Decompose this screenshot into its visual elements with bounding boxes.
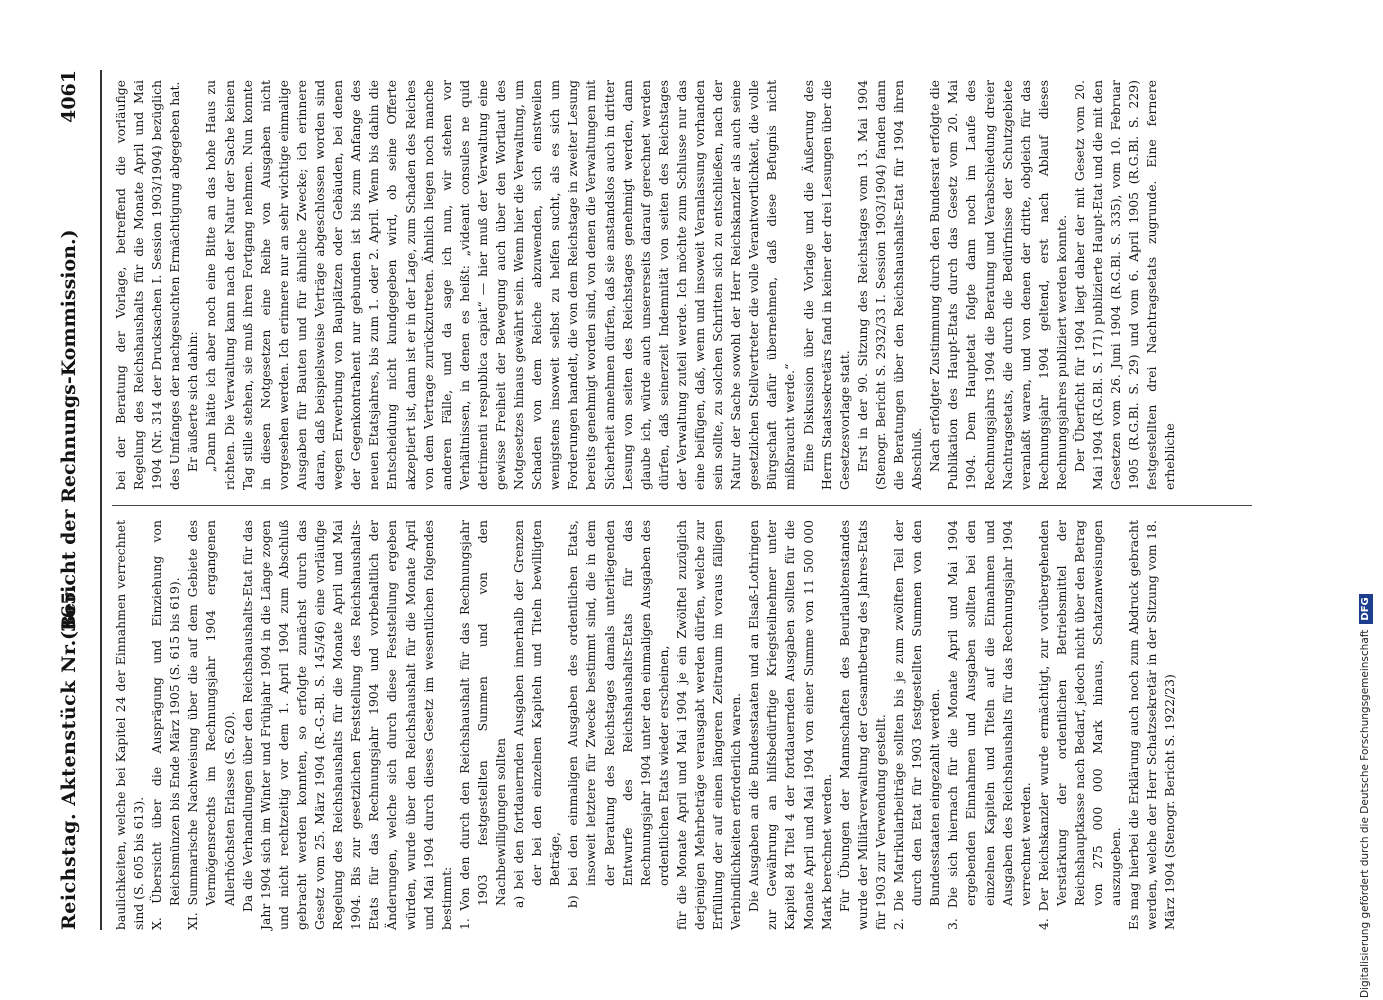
paragraph: Für Übungen der Mannschaften des Beurlaubtenstandes wurde der Militärverwaltung der Gesamtbetrag des Jahres-Etats für 1903 zur Verwendung gestellt. [836,520,888,930]
page-header [58,70,98,930]
paragraph: bei der Beratung der Vorlage, betreffend die vorläufige Regelung des Reichshaushalts für die Monate April und Mai 1904 (Nr. 314 der Drucksachen I. Session 1903/1904) bezüglich des Umfanges der nachgesuchten Ermächtigung abgegeben hat. [113,80,183,490]
paragraph: „Dann hätte ich aber noch eine Bitte an das hohe Haus zu richten. Die Verwaltung kann nach der Natur der Sache keinen Tag stille stehen, sie muß ihren Fortgang nehmen. Nun konnte in diesen Notgesetzen eine Reihe von Ausgaben nicht vorgesehen werden. Ich erinnere nur an sehr wichtige einmalige Ausgaben für Bauten und für ähnliche Zwecke; ich erinnere daran, daß beispielsweise Verträge abgeschlossen worden sind wegen Erwerbung von Bauplätzen oder Gebäuden, bei denen der Gegenkontrahent nur gebunden ist bis zum Anfange des neuen Etatsjahres, bis zum 1. oder 2. April. Wenn bis dahin die Entscheidung nicht kundgegeben wird, ob seine Offerte akzeptiert ist, dann ist er in der Lage, zum Schaden des Reiches von dem Vertrage zurückzutreten. Ähnlich liegen noch manche anderen Fälle, und da sage ich nun, wir stehen vor Verhältnissen, in denen es heißt: „videant consules ne quid detrimenti respublica capiat“ — hier muß der Verwaltung eine gewisse Freiheit der Bewegung auch über den Wortlaut des Notgesetzes hinaus gewährt sein. Wenn hier die Verwaltung, um Schaden von dem Reiche abzuwenden, sich einstweilen wenigstens insoweit selbst zu helfen sucht, als es sich um Forderungen handelt, die von dem Reichstage in zweiter Lesung bereits genehmigt worden sind, von denen die Verwaltungen mit Sicherheit annehmen dürfen, daß sie anstandslos auch in dritter Lesung von seiten des Reichstages genehmigt werden, dann glaube ich, würde auch unsererseits darauf gerechnet werden dürfen, daß seinerzeit Indemnität von seiten des Reichstages der Verwaltung zuteil werde. Ich möchte zum Schlusse nur das eine beifügen, daß, wenn und insoweit Veranlassung vorhanden sein sollte, zu solchen Schritten sich zu entschließen, nach der Natur der Sache sowohl der Herr Reichskanzler als auch seine gesetzlichen Stellvertreter die volle Verantwortlichkeit, die volle Bürgschaft dafür übernehmen, daß diese Befugnis nicht mißbraucht werde.“ [203,80,798,490]
paragraph: 3. Die sich hiernach für die Monate April und Mai 1904 ergebenden Einnahmen und Ausgaben sollten bei den einzelnen Kapiteln und Titeln auf die Einnahmen und Ausgaben des Reichshaushalts für das Rechnungsjahr 1904 verrechnet werden. [945,520,1033,930]
right-column [112,80,1180,490]
paragraph: X. Übersicht über die Ausprägung und Einziehung von Reichsmünzen bis Ende März 1905 (S. 615 bis 619). [149,520,183,930]
page-number: 4061 [58,70,80,123]
paragraph: b) bei den einmaligen Ausgaben des ordentlichen Etats, insoweit letztere für Zwecke bestimmt sind, die in dem der Beratung des Reichstages damals unterliegenden Entwurfe des Reichshaushalts-Etats für das Rechnungsjahr 1904 unter den einmaligen Ausgaben des ordentlichen Etats wieder erscheinen, [565,520,671,908]
paragraph: Nach erfolgter Zustimmung durch den Bundesrat erfolgte die Publikation des Haupt-Etats durch das Gesetz vom 20. Mai 1904. Dem Hauptetat folgte dann noch im Laufe des Rechnungsjahrs 1904 die Beratung und Verabschiedung dreier Nachtragsetats, die durch die Bedürfnisse der Schutzgebiete veranlaßt waren, und von denen der dritte, obgleich für das Rechnungsjahr 1904 geltend, erst nach Ablauf dieses Rechnungsjahres publiziert werden konnte. [927,80,1069,490]
digitization-credit [1352,8,1378,998]
paragraph: 4. Der Reichskanzler wurde ermächtigt, zur vorübergehenden Verstärkung der ordentlichen Betriebsmittel der Reichshauptkasse nach Bedarf, jedoch nicht über den Betrag von 275 000 000 Mark hinaus, Schatzanweisungen auszugeben. [1035,520,1124,930]
paragraph: Eine Diskussion über die Vorlage und die Äußerung des Herrn Staatssekretärs fand in keiner der drei Lesungen über die Gesetzesvorlage statt. [800,80,852,490]
dfg-logo: DFG [1359,594,1373,623]
paragraph: Die Ausgaben an die Bundesstaaten und an Elsaß-Lothringen zur Gewährung an hilfsbedürftige Kriegsteilnehmer unter Kapitel 84 Titel 4 der fortdauernden Ausgaben sollten für die Monate April und Mai 1904 von einer Summe von 11 500 000 Mark berechnet werden. [746,520,834,930]
paragraph: Erst in der 90. Sitzung des Reichstages vom 13. Mai 1904 (Stenogr. Bericht S. 2932/33 I. Session 1903/1904) fanden dann die Beratungen über den Reichshaushalts-Etat für 1904 ihren Abschluß. [854,80,925,490]
paragraph: Es mag hierbei die Erklärung auch noch zum Abdruck gebracht werden, welche der Herr Schatzsekretär in der Sitzung vom 18. März 1904 (Stenogr. Bericht S. 1922/23) [1126,520,1178,930]
credit-text: Digitalisierung gefördert durch die Deutsche Forschungsgemeinschaft [1359,629,1371,998]
paragraph: Der Überficht für 1904 liegt daher der mit Gesetz vom 20. Mai 1904 (R.G.Bl. S. 171) publizierte Haupt-Etat und die mit den Gesetzen vom 26. Juni 1904 (R.G.Bl. S. 335), vom 10. Februar 1905 (R.G.Bl. S. 29) und vom 6. April 1905 (R.G.Bl. S. 229) festgestellten drei Nachtragsetats zugrunde. Eine fernere erhebliche [1071,80,1178,490]
paragraph: XI. Summarische Nachweisung über die auf dem Gebiete des Vermögensrechts im Rechnungsjahr 1904 ergangenen Allerhöchsten Erlasse (S. 620). [185,520,237,930]
header-rule [100,70,102,930]
left-column [112,520,1180,930]
paragraph: Er äußerte sich dahin: [185,331,201,472]
header-section: (Bericht der Rechnungs-Kommission.) [58,229,80,640]
paragraph: Da die Verhandlungen über den Reichshaushalts-Etat für das Jahr 1904 sich im Winter und Frühjahr 1904 in die Länge zogen und nicht rechtzeitig vor dem 1. April 1904 zum Abschluß gebracht werden konnten, so erfolgte zunächst durch das Gesetz vom 25. März 1904 (R.-G.-Bl. S. 145/46) eine vorläufige Regelung des Reichshaushalts für die Monate April und Mai 1904. Bis zur gesetzlichen Feststellung des Reichshaushalts-Etats für das Rechnungsjahr 1904 und vorbehaltlich der Änderungen, welche sich durch diese Feststellung ergeben würden, wurde über den Reichshaushalt für die Monate April und Mai 1904 durch dieses Gesetz im wesentlichen folgendes bestimmt: [239,520,454,930]
paragraph: a) bei den fortdauernden Ausgaben innerhalb der Grenzen der bei den einzelnen Kapiteln und Titeln bewilligten Beträge, [511,520,563,908]
paragraph: baulichkeiten, welche bei Kapitel 24 der Einnahmen verrechnet sind (S. 605 bis 613). [113,520,147,930]
paragraph: 1. Von den durch den Reichshaushalt für das Rechnungsjahr 1903 festgestellten Summen und von den Nachbewilligungen sollten [456,520,508,930]
paragraph: für die Monate April und Mai 1904 je ein Zwölftel zuzüglich derjenigen Mehrbeträge verausgabt werden dürfen, welche zur Erfüllung der auf einen längeren Zeitraum im voraus fälligen Verbindlichkeiten erforderlich waren. [673,520,744,930]
header-title: Reichstag. Aktenstück Nr. 365. [58,583,80,930]
column-divider [112,505,1252,506]
paragraph: 2. Die Matrikularbeiträge sollten bis je zum zwölften Teil der durch den Etat für 1903 festgestellten Summen von den Bundesstaaten eingezahlt werden. [891,520,943,930]
